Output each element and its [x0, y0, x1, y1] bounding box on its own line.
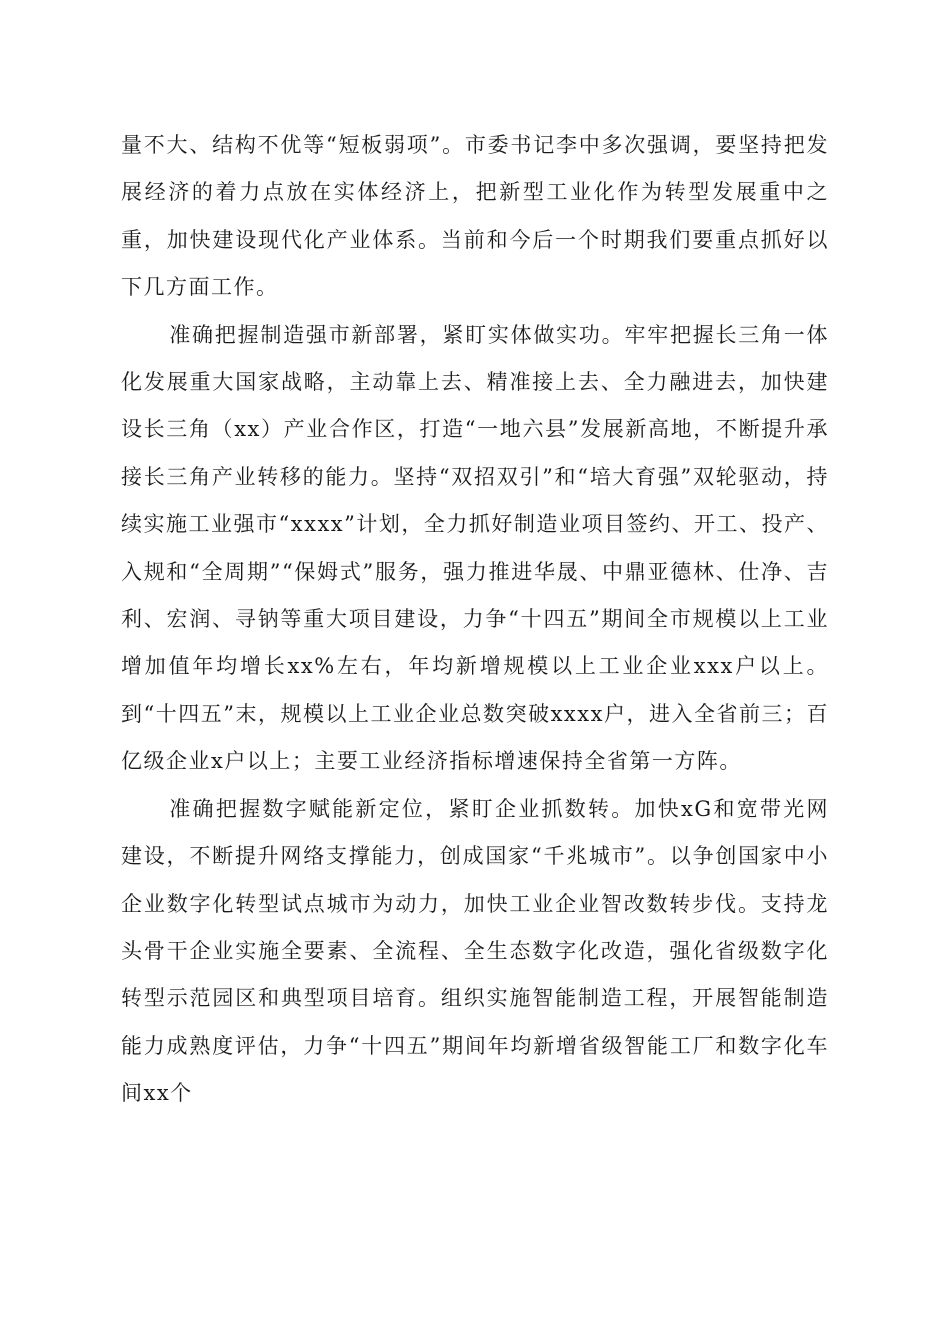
paragraph-digital: 准确把握数字赋能新定位，紧盯企业抓数转。加快xG和宽带光网建设，不断提升网络支撑能力，创成国家“千兆城市”。以争创国家中小企业数字化转型试点城市为动力，加快工业企业智改数转步伐。支持龙头骨干企业实施全要素、全流程、全生态数字化改造，强化省级数字化转型示范园区和典型项目培育。组织实施智能制造工程，开展智能制造能力成熟度评估，力争“十四五”期间年均新增省级智能工厂和数字化车间xx个 — [121, 796, 829, 1106]
paragraph-continuation: 量不大、结构不优等“短板弱项”。市委书记李中多次强调，要坚持把发展经济的着力点放在实体经济上，把新型工业化作为转型发展重中之重，加快建设现代化产业体系。当前和今后一个时期我们要重点抓好以下几方面工作。 — [121, 133, 829, 300]
paragraph-manufacturing: 准确把握制造强市新部署，紧盯实体做实功。牢牢把握长三角一体化发展重大国家战略，主动靠上去、精准接上去、全力融进去，加快建设长三角（xx）产业合作区，打造“一地六县”发展新高地，不断提升承接长三角产业转移的能力。坚持“双招双引”和“培大育强”双轮驱动，持续实施工业强市“xxxx”计划，全力抓好制造业项目签约、开工、投产、入规和“全周期”“保姆式”服务，强力推进华晟、中鼎亚德林、仕净、吉利、宏润、寻钠等重大项目建设，力争“十四五”期间全市规模以上工业增加值年均增长xx%左右，年均新增规模以上工业企业xxx户以上。到“十四五”末，规模以上工业企业总数突破xxxx户，进入全省前三；百亿级企业x户以上；主要工业经济指标增速保持全省第一方阵。 — [121, 322, 829, 774]
document-body — [121, 122, 829, 1118]
